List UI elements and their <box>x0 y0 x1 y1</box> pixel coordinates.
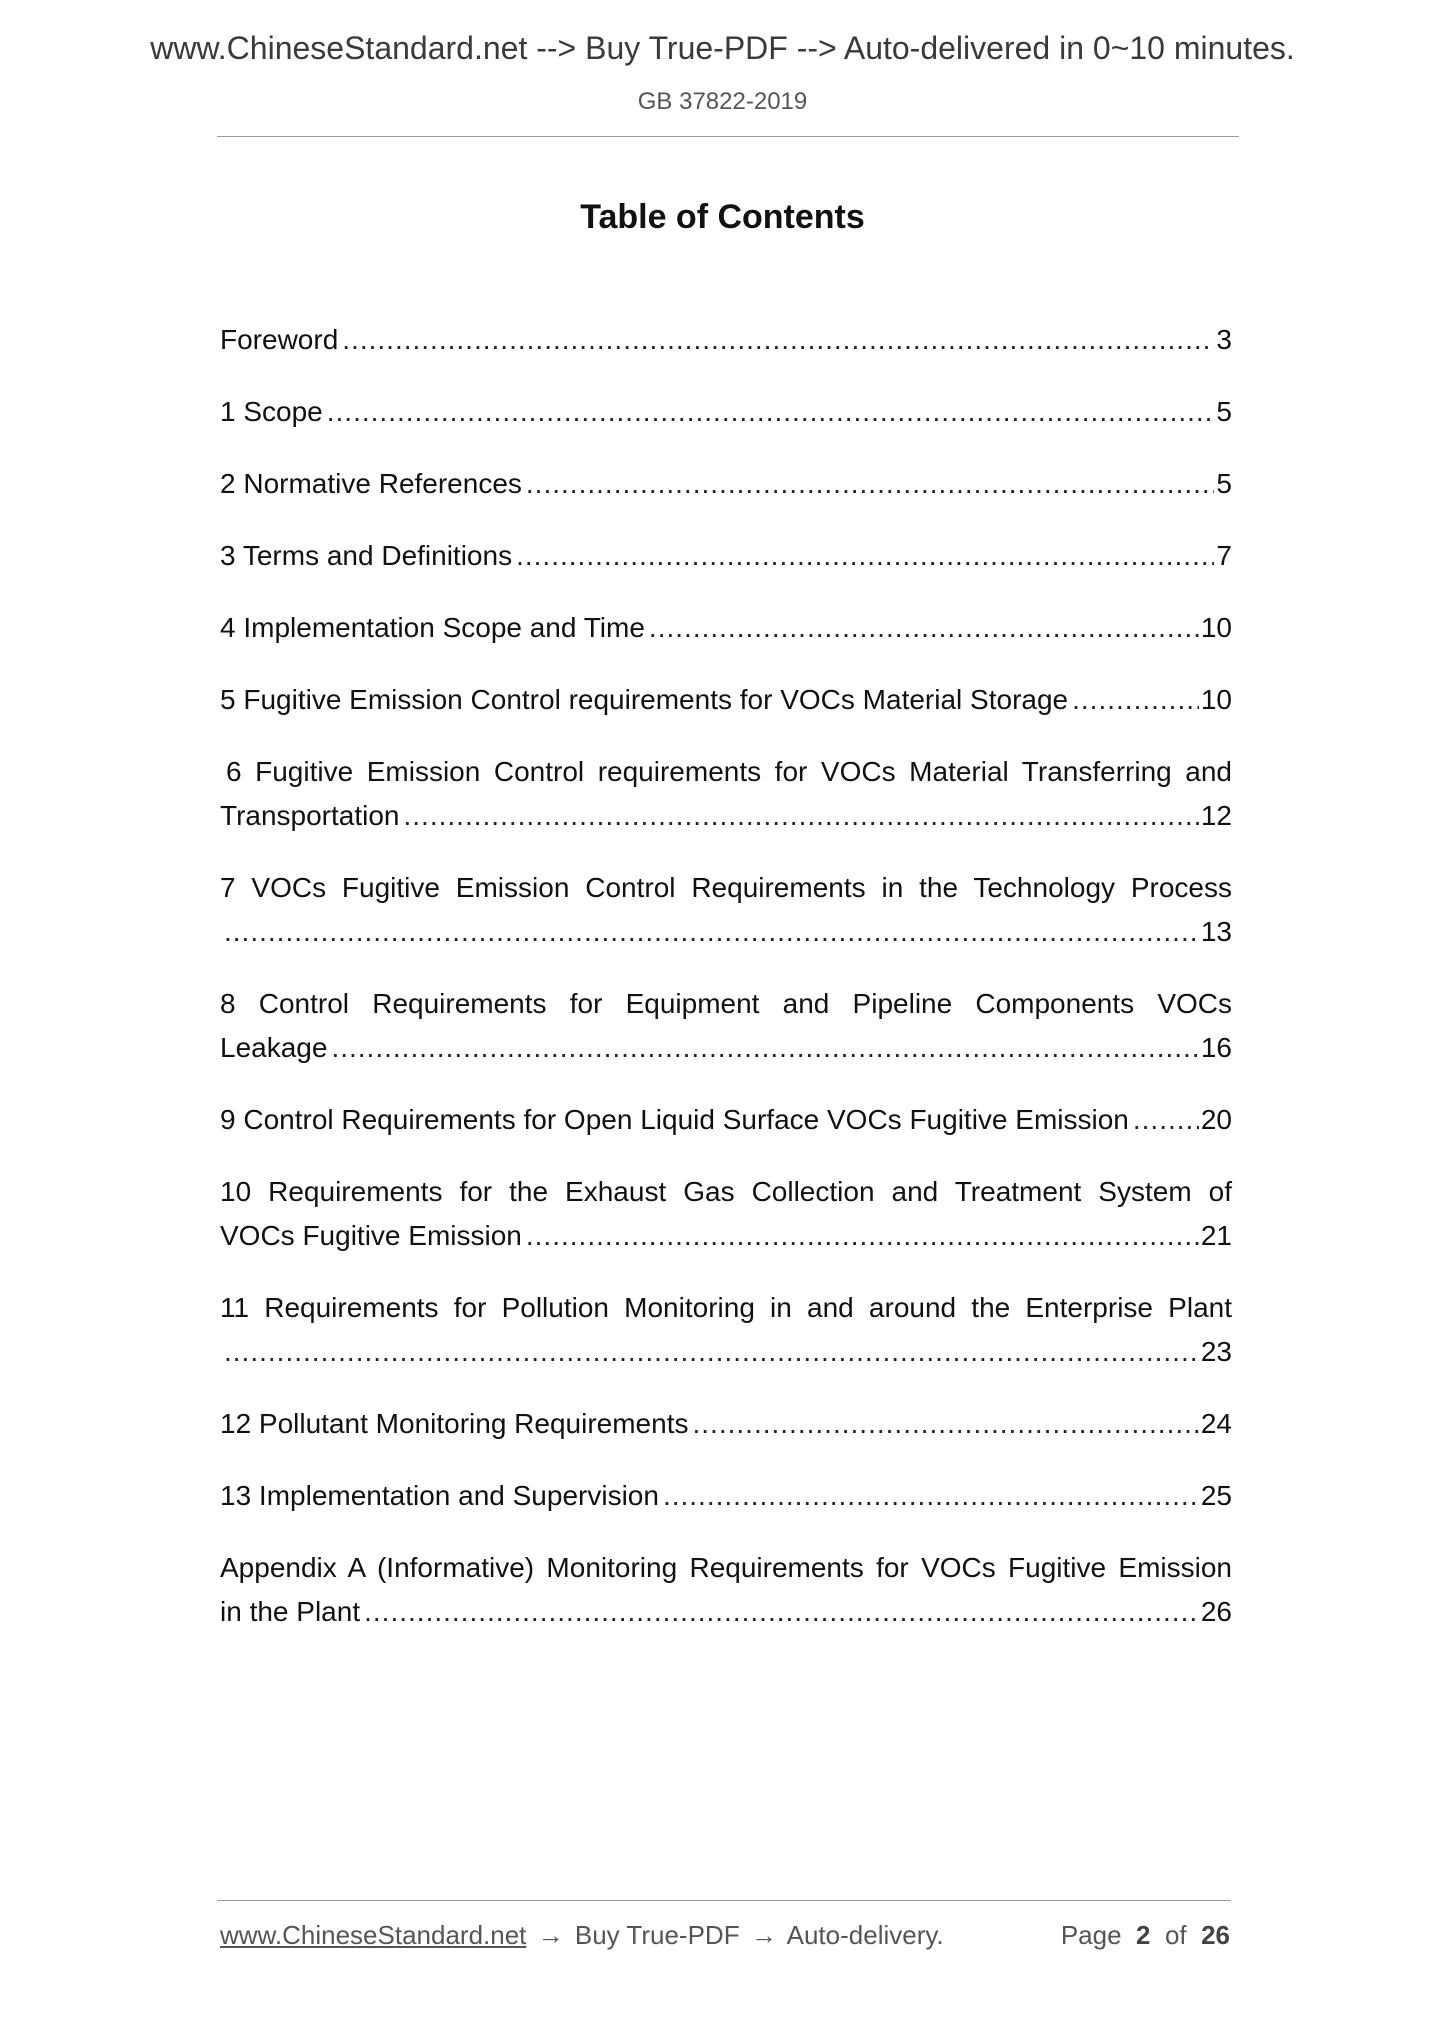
dot-leader <box>692 1402 1198 1446</box>
dot-leader <box>327 390 1215 434</box>
toc-entry-appendix-a[interactable] <box>220 1546 1232 1634</box>
dot-leader <box>331 1026 1198 1070</box>
toc-line <box>220 534 1232 578</box>
toc-entry-material-storage[interactable] <box>220 678 1232 722</box>
toc-page-number: 23 <box>1200 1336 1232 1367</box>
toc-entry-text: Transportation <box>220 800 400 831</box>
table-of-contents <box>220 318 1232 1662</box>
page-of: of <box>1164 1920 1187 1950</box>
page-total: 26 <box>1201 1920 1230 1950</box>
toc-entry-scope[interactable] <box>220 390 1232 434</box>
page-label: Page <box>1060 1920 1122 1950</box>
page-number <box>1061 1920 1230 1951</box>
toc-entry-first-line: Appendix A (Informative) Monitoring Requirements for VOCs Fugitive Emission <box>220 1552 1232 1583</box>
toc-line <box>220 794 1232 838</box>
dot-leader <box>516 534 1214 578</box>
toc-line <box>220 1402 1232 1446</box>
toc-entry-first-line: 8 Control Requirements for Equipment and Pipeline Components VOCs <box>220 988 1232 1019</box>
footer-site-link[interactable]: www.ChineseStandard.net <box>220 1920 527 1950</box>
toc-page-number: 13 <box>1200 916 1232 947</box>
toc-line <box>220 910 1232 954</box>
toc-line <box>220 462 1232 506</box>
toc-line <box>220 1590 1232 1634</box>
toc-entry-first-line: 6 Fugitive Emission Control requirements for VOCs Material Transferring and <box>226 756 1232 787</box>
arrow-right-icon: → <box>750 1920 777 1950</box>
toc-page-number: 10 <box>1200 612 1232 643</box>
toc-line <box>220 606 1232 650</box>
dot-leader <box>404 794 1199 838</box>
toc-entry-terms-definitions[interactable] <box>220 534 1232 578</box>
toc-line <box>220 1026 1232 1070</box>
arrow-right-icon: → <box>537 1920 564 1950</box>
header-divider <box>217 136 1239 137</box>
dot-leader <box>224 1330 1199 1374</box>
toc-page-number: 26 <box>1200 1596 1232 1627</box>
toc-entry-text: 4 Implementation Scope and Time <box>220 612 645 643</box>
toc-entry-text: 13 Implementation and Supervision <box>220 1480 659 1511</box>
toc-entry-text: 12 Pollutant Monitoring Requirements <box>220 1408 689 1439</box>
dot-leader <box>526 1214 1199 1258</box>
toc-line <box>220 678 1232 722</box>
dot-leader <box>364 1590 1199 1634</box>
toc-page-number: 24 <box>1200 1408 1232 1439</box>
footer-left <box>220 1920 944 1951</box>
toc-line <box>220 1474 1232 1518</box>
dot-leader <box>663 1474 1199 1518</box>
toc-page-number: 3 <box>1216 324 1232 355</box>
toc-entry-text: 2 Normative References <box>220 468 522 499</box>
footer-buy-text: Buy True-PDF <box>574 1920 740 1950</box>
toc-entry-first-line: 10 Requirements for the Exhaust Gas Collection and Treatment System of <box>220 1176 1232 1207</box>
top-banner: www.ChineseStandard.net --> Buy True-PDF --> Auto-delivered in 0~10 minutes. <box>150 30 1295 66</box>
toc-entry-implementation-scope[interactable] <box>220 606 1232 650</box>
toc-page-number: 7 <box>1216 540 1232 571</box>
toc-entry-technology-process[interactable] <box>220 866 1232 954</box>
toc-line <box>220 1214 1232 1258</box>
toc-entry-open-liquid-surface[interactable] <box>220 1098 1232 1142</box>
toc-entry-first-line: 7 VOCs Fugitive Emission Control Requirements in the Technology Process <box>220 872 1232 903</box>
toc-entry-text: in the Plant <box>220 1596 361 1627</box>
toc-page-number: 12 <box>1200 800 1232 831</box>
toc-page-number: 20 <box>1200 1104 1232 1135</box>
standard-code: GB 37822-2019 <box>637 88 808 115</box>
toc-entry-text: 5 Fugitive Emission Control requirements for VOCs Material Storage <box>220 684 1069 715</box>
toc-page-number: 25 <box>1200 1480 1232 1511</box>
toc-entry-pollution-monitoring-plant[interactable] <box>220 1286 1232 1374</box>
dot-leader <box>649 606 1199 650</box>
toc-entry-text: 9 Control Requirements for Open Liquid Surface VOCs Fugitive Emission <box>220 1104 1129 1135</box>
toc-entry-equipment-leakage[interactable] <box>220 982 1232 1070</box>
dot-leader <box>1072 678 1199 722</box>
dot-leader <box>1133 1098 1199 1142</box>
toc-title: Table of Contents <box>580 198 865 236</box>
dot-leader <box>224 910 1199 954</box>
toc-page-number: 5 <box>1216 468 1232 499</box>
page-current: 2 <box>1136 1920 1151 1950</box>
toc-entry-first-line: 11 Requirements for Pollution Monitoring in and around the Enterprise Plant <box>220 1292 1232 1323</box>
toc-entry-text: 3 Terms and Definitions <box>220 540 513 571</box>
footer-divider <box>217 1900 1231 1901</box>
page-footer <box>220 1920 1230 1951</box>
toc-line <box>220 390 1232 434</box>
toc-page-number: 10 <box>1200 684 1232 715</box>
toc-line <box>220 1098 1232 1142</box>
toc-entry-implementation-supervision[interactable] <box>220 1474 1232 1518</box>
toc-page-number: 16 <box>1200 1032 1232 1063</box>
toc-entry-foreword[interactable] <box>220 318 1232 362</box>
toc-entry-material-transferring[interactable] <box>220 750 1232 838</box>
toc-line <box>220 318 1232 362</box>
dot-leader <box>342 318 1214 362</box>
toc-page-number: 21 <box>1200 1220 1232 1251</box>
footer-delivery-text: Auto-delivery. <box>786 1920 944 1950</box>
toc-entry-text: Foreword <box>220 324 339 355</box>
toc-page-number: 5 <box>1216 396 1232 427</box>
toc-entry-normative-references[interactable] <box>220 462 1232 506</box>
dot-leader <box>526 462 1215 506</box>
toc-entry-text: VOCs Fugitive Emission <box>220 1220 522 1251</box>
toc-entry-text: 1 Scope <box>220 396 323 427</box>
toc-entry-text: Leakage <box>220 1032 328 1063</box>
toc-line <box>220 1330 1232 1374</box>
toc-entry-pollutant-monitoring[interactable] <box>220 1402 1232 1446</box>
toc-entry-exhaust-gas-collection[interactable] <box>220 1170 1232 1258</box>
